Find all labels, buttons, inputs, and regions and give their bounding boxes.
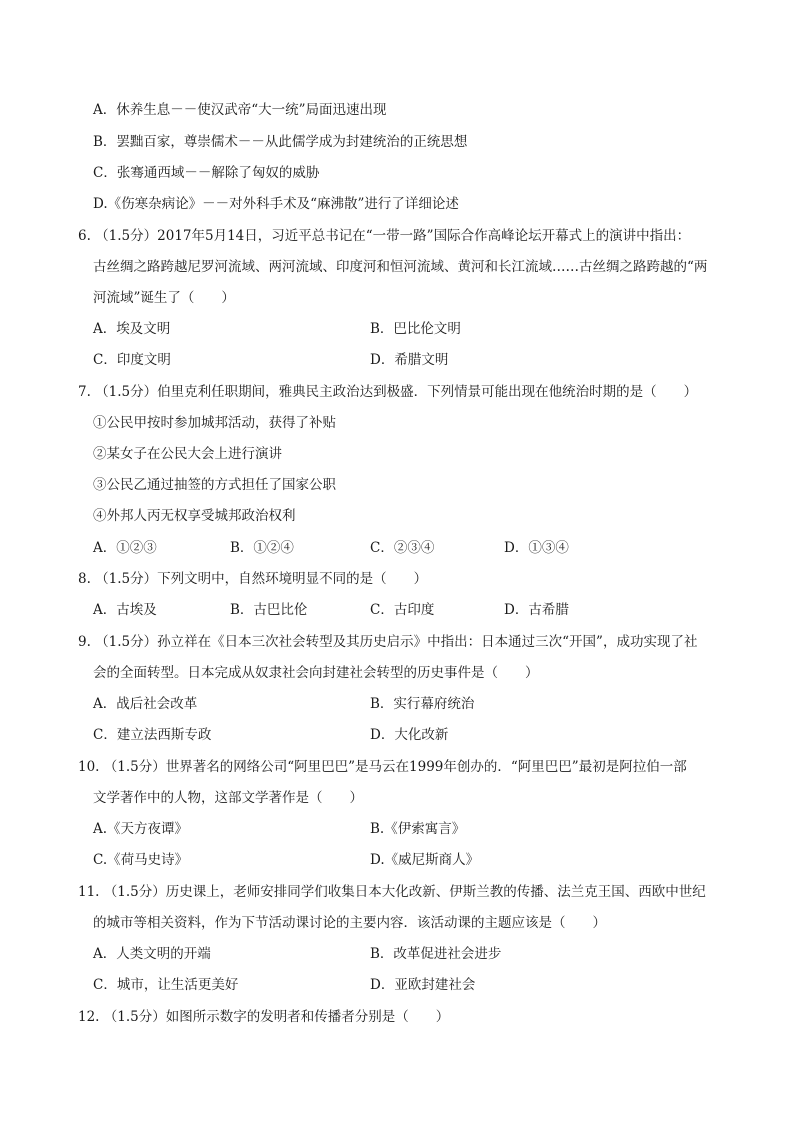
q6-stem-line1: 6. （1.5分）2017年5月14日，习近平总书记在“一带一路”国际合作高峰论坛开幕式上的演讲中指出： [78,228,691,244]
q9-option-a: A．战后社会改革 [93,696,198,712]
q6-option-a: A．埃及文明 [93,321,171,337]
q11-stem-line2: 的城市等相关资料，作为下节活动课讨论的主要内容．该活动课的主题应该是（ ） [93,915,606,931]
q11-option-a: A．人类文明的开端 [93,946,211,962]
q8-stem-line1: 8. （1.5分）下列文明中，自然环境明显不同的是（ ） [78,571,428,587]
q7-statement-1: ①公民甲按时参加城邦活动，获得了补贴 [93,415,336,431]
q11-option-d: D．亚欧封建社会 [370,977,476,993]
q8-option-d: D．古希腊 [504,602,569,618]
q7-option-a: A．①②③ [93,540,157,556]
q7-option-d: D．①③④ [504,540,569,556]
q5-option-c: C．张骞通西域－－解除了匈奴的威胁 [93,165,320,181]
q10-stem-line2: 文学著作中的人物，这部文学著作是（ ） [93,790,363,806]
q6-stem-line2: 古丝绸之路跨越尼罗河流域、两河流域、印度河和恒河流域、黄河和长江流域……古丝绸之路跨越的“两 [93,259,708,275]
q10-option-c: C.《荷马史诗》 [93,852,189,868]
q7-statement-4: ④外邦人丙无权享受城邦政治权利 [93,508,296,524]
q11-stem-line1: 11. （1.5分）历史课上，老师安排同学们收集日本大化改新、伊斯兰教的传播、法兰克王国、西欧中世纪 [78,884,706,900]
q5-option-a: A．休养生息－－使汉武帝“大一统”局面迅速出现 [93,102,387,118]
q5-option-d: D.《伤寒杂病论》－－对外科手术及“麻沸散”进行了详细论述 [93,196,459,212]
q7-statement-2: ②某女子在公民大会上进行演讲 [93,446,282,462]
q11-option-c: C．城市，让生活更美好 [93,977,239,993]
q7-statement-3: ③公民乙通过抽签的方式担任了国家公职 [93,477,336,493]
q10-option-a: A.《天方夜谭》 [93,821,189,837]
q5-option-b: B．罢黜百家，尊崇儒术－－从此儒学成为封建统治的正统思想 [93,134,468,150]
q9-option-d: D．大化改新 [370,727,449,743]
q6-option-b: B．巴比伦文明 [370,321,461,337]
q9-option-b: B．实行幕府统治 [370,696,475,712]
q6-option-c: C．印度文明 [93,352,171,368]
q9-option-c: C．建立法西斯专政 [93,727,212,743]
q8-option-c: C．古印度 [370,602,435,618]
q7-option-b: B．①②④ [230,540,294,556]
q7-stem-line1: 7. （1.5分）伯里克利任职期间，雅典民主政治达到极盛．下列情景可能出现在他统治时期的是（ ） [78,384,698,400]
q8-option-b: B．古巴比伦 [230,602,308,618]
q12-stem-line1: 12. （1.5分）如图所示数字的发明者和传播者分别是（ ） [78,1009,450,1025]
q10-option-b: B.《伊索寓言》 [370,821,466,837]
q10-option-d: D.《威尼斯商人》 [370,852,480,868]
q6-stem-line3: 河流域”诞生了（ ） [93,290,235,306]
q9-stem-line1: 9. （1.5分）孙立祥在《日本三次社会转型及其历史启示》中指出：日本通过三次“开国”，成功实现了社 [78,634,698,650]
q9-stem-line2: 会的全面转型。日本完成从奴隶社会向封建社会转型的历史事件是（ ） [93,665,539,681]
q6-option-d: D．希腊文明 [370,352,449,368]
q7-option-c: C．②③④ [370,540,435,556]
q10-stem-line1: 10. （1.5分）世界著名的网络公司“阿里巴巴”是马云在1999年创办的．“阿里巴巴”最初是阿拉伯一部 [78,759,687,775]
q11-option-b: B．改革促进社会进步 [370,946,502,962]
q8-option-a: A．古埃及 [93,602,157,618]
